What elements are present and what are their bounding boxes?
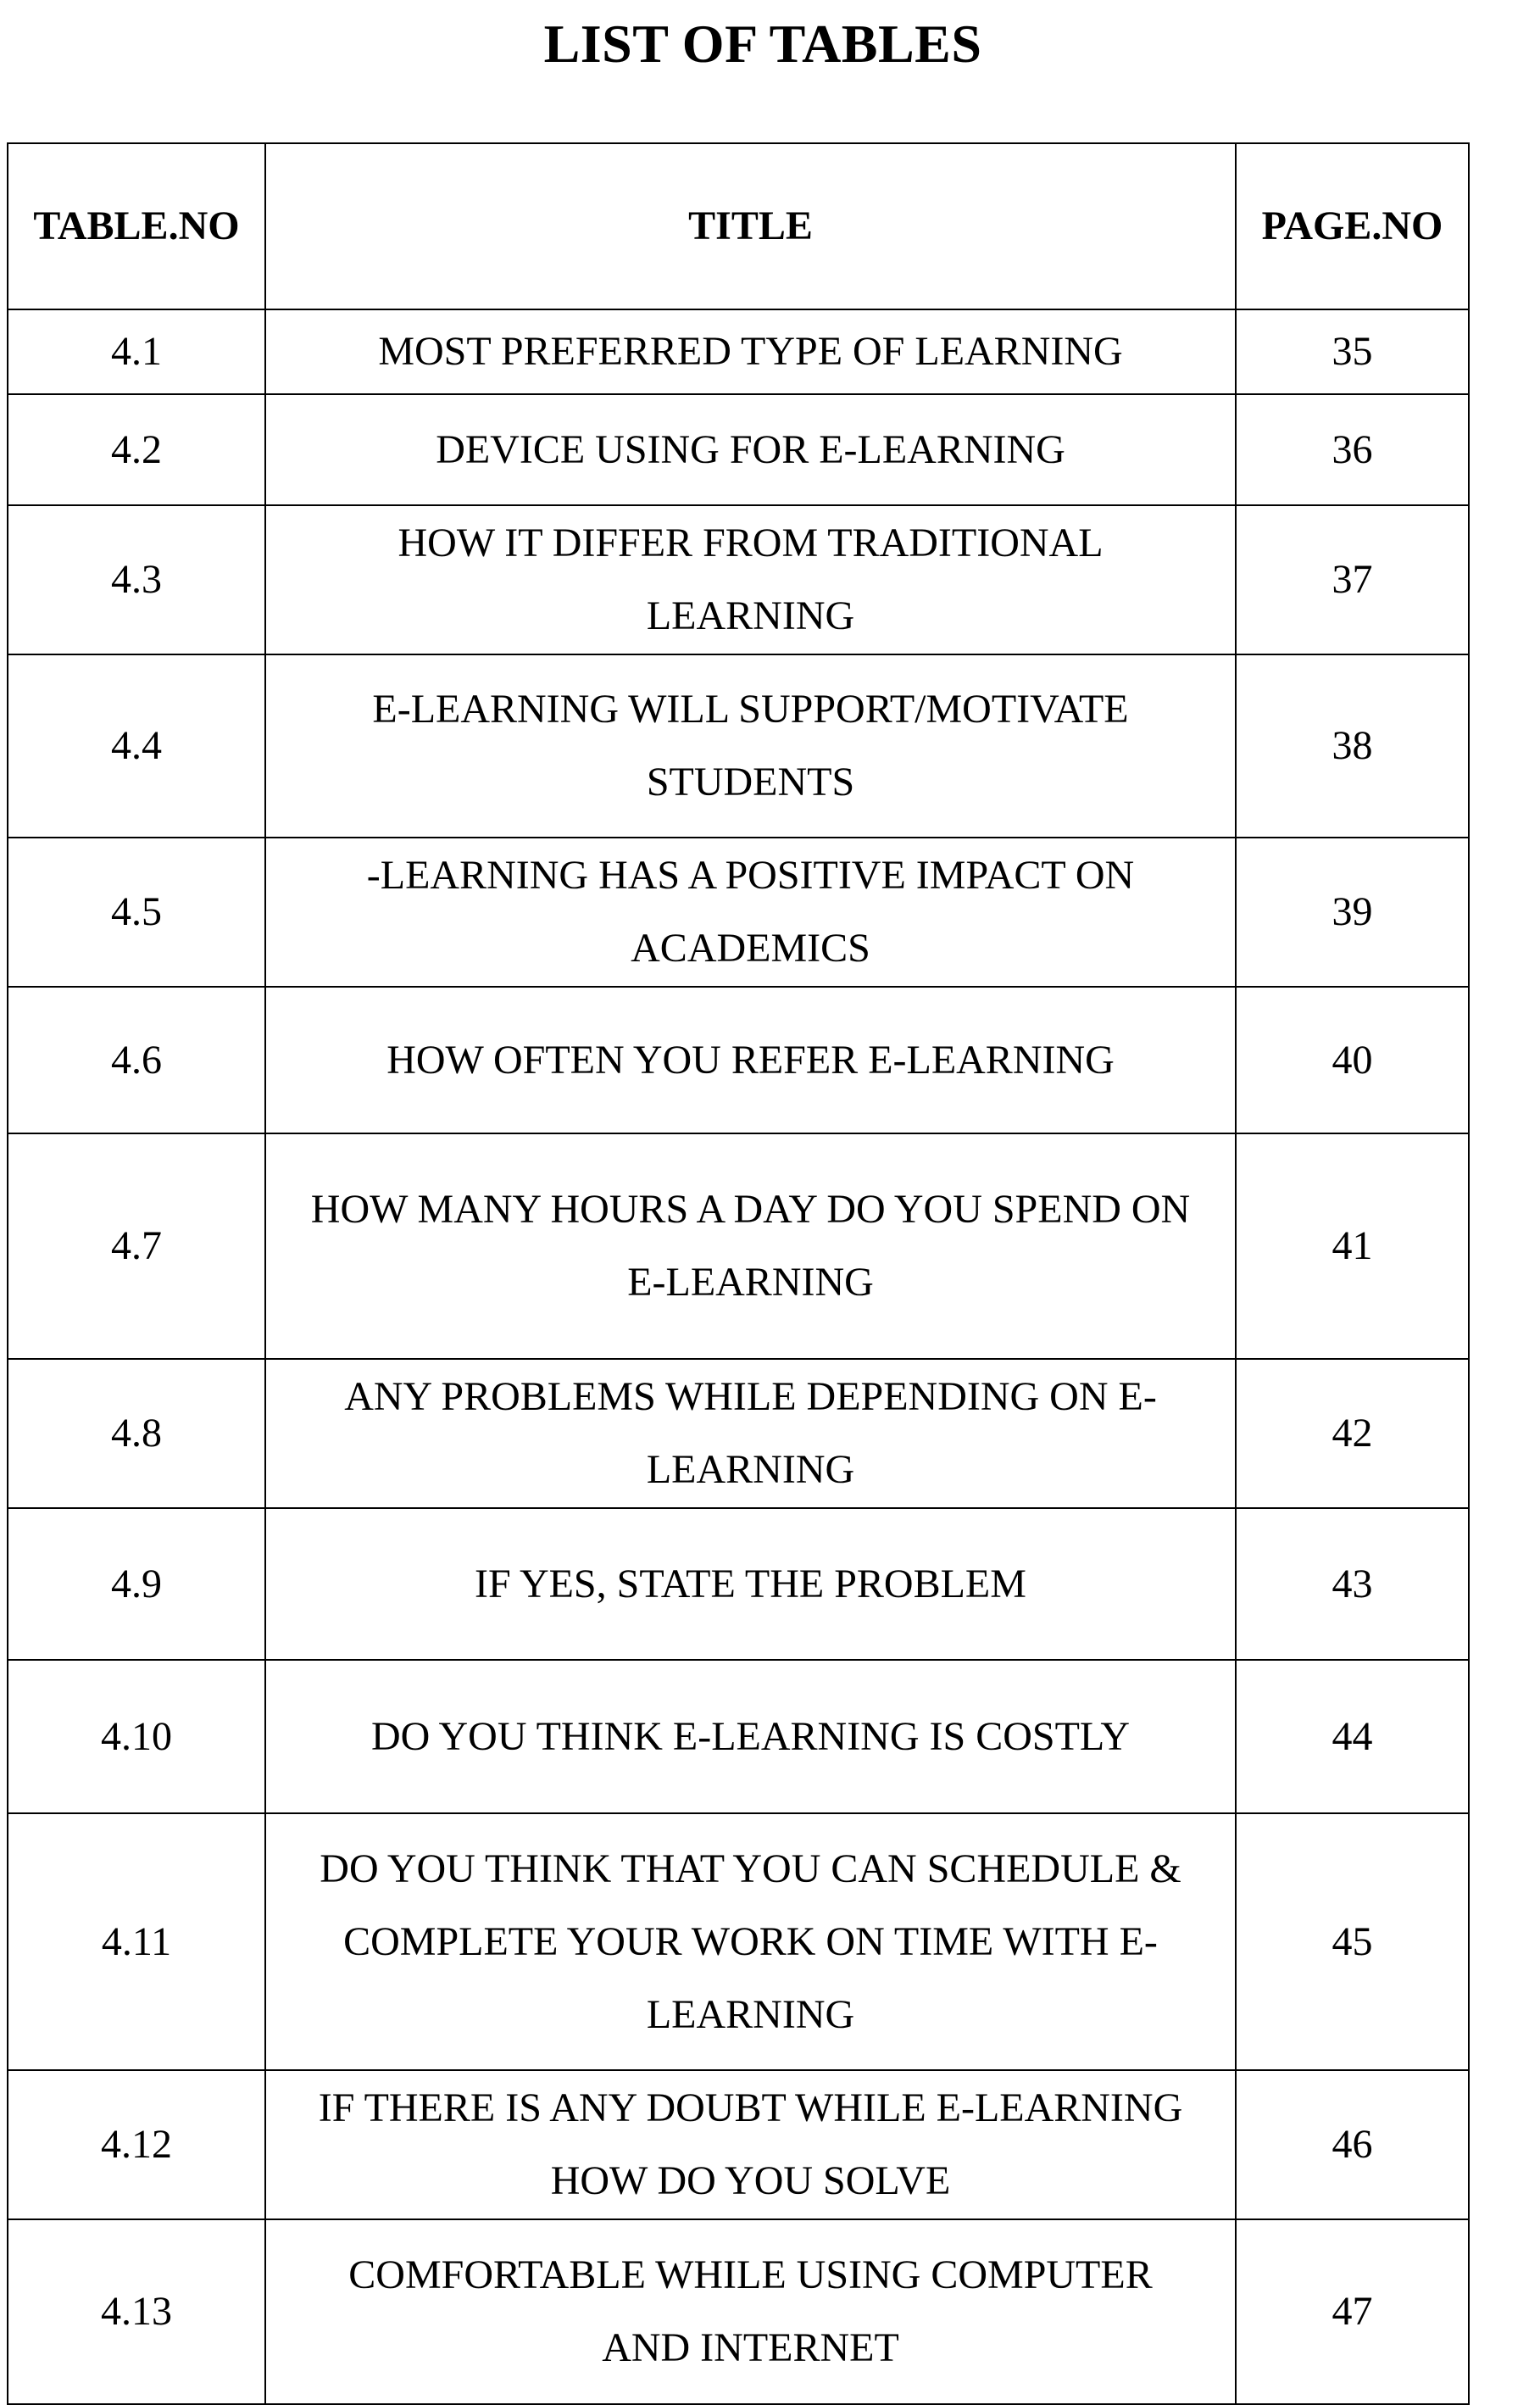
table-title xyxy=(265,505,1236,654)
table-title xyxy=(265,2070,1236,2219)
table-title: DO YOU THINK E-LEARNING IS COSTLY xyxy=(265,1660,1236,1813)
table-row xyxy=(8,505,1469,654)
table-title-text: COMFORTABLE WHILE USING COMPUTER AND INTERNET xyxy=(348,2252,1153,2370)
table-title xyxy=(265,1133,1236,1359)
page-number: 38 xyxy=(1236,654,1469,838)
table-row xyxy=(8,394,1469,505)
table-number: 4.8 xyxy=(8,1359,265,1508)
table-title-text: HOW IT DIFFER FROM TRADITIONAL LEARNING xyxy=(398,521,1104,638)
page-number: 35 xyxy=(1236,309,1469,394)
table-title-text: DO YOU THINK THAT YOU CAN SCHEDULE & COMPLETE YOUR WORK ON TIME WITH E-LEARNING xyxy=(320,1846,1181,2037)
header-table-no: TABLE.NO xyxy=(8,143,265,309)
table-row xyxy=(8,1508,1469,1660)
table-row xyxy=(8,654,1469,838)
table-row xyxy=(8,1133,1469,1359)
table-row xyxy=(8,1813,1469,2070)
table-title-text: ANY PROBLEMS WHILE DEPENDING ON E-LEARNING xyxy=(344,1374,1157,1492)
table-row xyxy=(8,2219,1469,2404)
table-number: 4.12 xyxy=(8,2070,265,2219)
table-title xyxy=(265,654,1236,838)
table-number: 4.4 xyxy=(8,654,265,838)
page-number: 39 xyxy=(1236,838,1469,987)
table-title: MOST PREFERRED TYPE OF LEARNING xyxy=(265,309,1236,394)
table-number: 4.1 xyxy=(8,309,265,394)
page-number: 44 xyxy=(1236,1660,1469,1813)
table-number: 4.7 xyxy=(8,1133,265,1359)
table-number: 4.13 xyxy=(8,2219,265,2404)
table-title: DEVICE USING FOR E-LEARNING xyxy=(265,394,1236,505)
header-title: TITLE xyxy=(265,143,1236,309)
table-title: IF YES, STATE THE PROBLEM xyxy=(265,1508,1236,1660)
page-number: 36 xyxy=(1236,394,1469,505)
table-title: HOW OFTEN YOU REFER E-LEARNING xyxy=(265,987,1236,1133)
table-number: 4.11 xyxy=(8,1813,265,2070)
page-title: LIST OF TABLES xyxy=(543,14,982,74)
page-number: 46 xyxy=(1236,2070,1469,2219)
table-number: 4.3 xyxy=(8,505,265,654)
table-number: 4.10 xyxy=(8,1660,265,1813)
page-number: 47 xyxy=(1236,2219,1469,2404)
page-number: 37 xyxy=(1236,505,1469,654)
table-number: 4.9 xyxy=(8,1508,265,1660)
table-title-text: IF THERE IS ANY DOUBT WHILE E-LEARNING HOW DO YOU SOLVE xyxy=(318,2085,1183,2203)
page-number: 40 xyxy=(1236,987,1469,1133)
table-row xyxy=(8,838,1469,987)
table-header-row xyxy=(8,143,1469,309)
table-number: 4.2 xyxy=(8,394,265,505)
table-row xyxy=(8,1359,1469,1508)
table-title xyxy=(265,838,1236,987)
page-number: 43 xyxy=(1236,1508,1469,1660)
table-title xyxy=(265,2219,1236,2404)
page-number: 45 xyxy=(1236,1813,1469,2070)
table-number: 4.6 xyxy=(8,987,265,1133)
table-title-text: E-LEARNING WILL SUPPORT/MOTIVATE STUDENTS xyxy=(372,687,1129,804)
table-title xyxy=(265,1359,1236,1508)
page-number: 42 xyxy=(1236,1359,1469,1508)
table-number: 4.5 xyxy=(8,838,265,987)
page-number: 41 xyxy=(1236,1133,1469,1359)
table-row xyxy=(8,2070,1469,2219)
table-title xyxy=(265,1813,1236,2070)
table-title-text: HOW MANY HOURS A DAY DO YOU SPEND ON E-LEARNING xyxy=(310,1187,1191,1305)
list-of-tables xyxy=(7,142,1470,2405)
table-row xyxy=(8,1660,1469,1813)
table-row xyxy=(8,309,1469,394)
table-row xyxy=(8,987,1469,1133)
table-title-text: -LEARNING HAS A POSITIVE IMPACT ON ACADEMICS xyxy=(366,853,1135,971)
header-page-no: PAGE.NO xyxy=(1236,143,1469,309)
